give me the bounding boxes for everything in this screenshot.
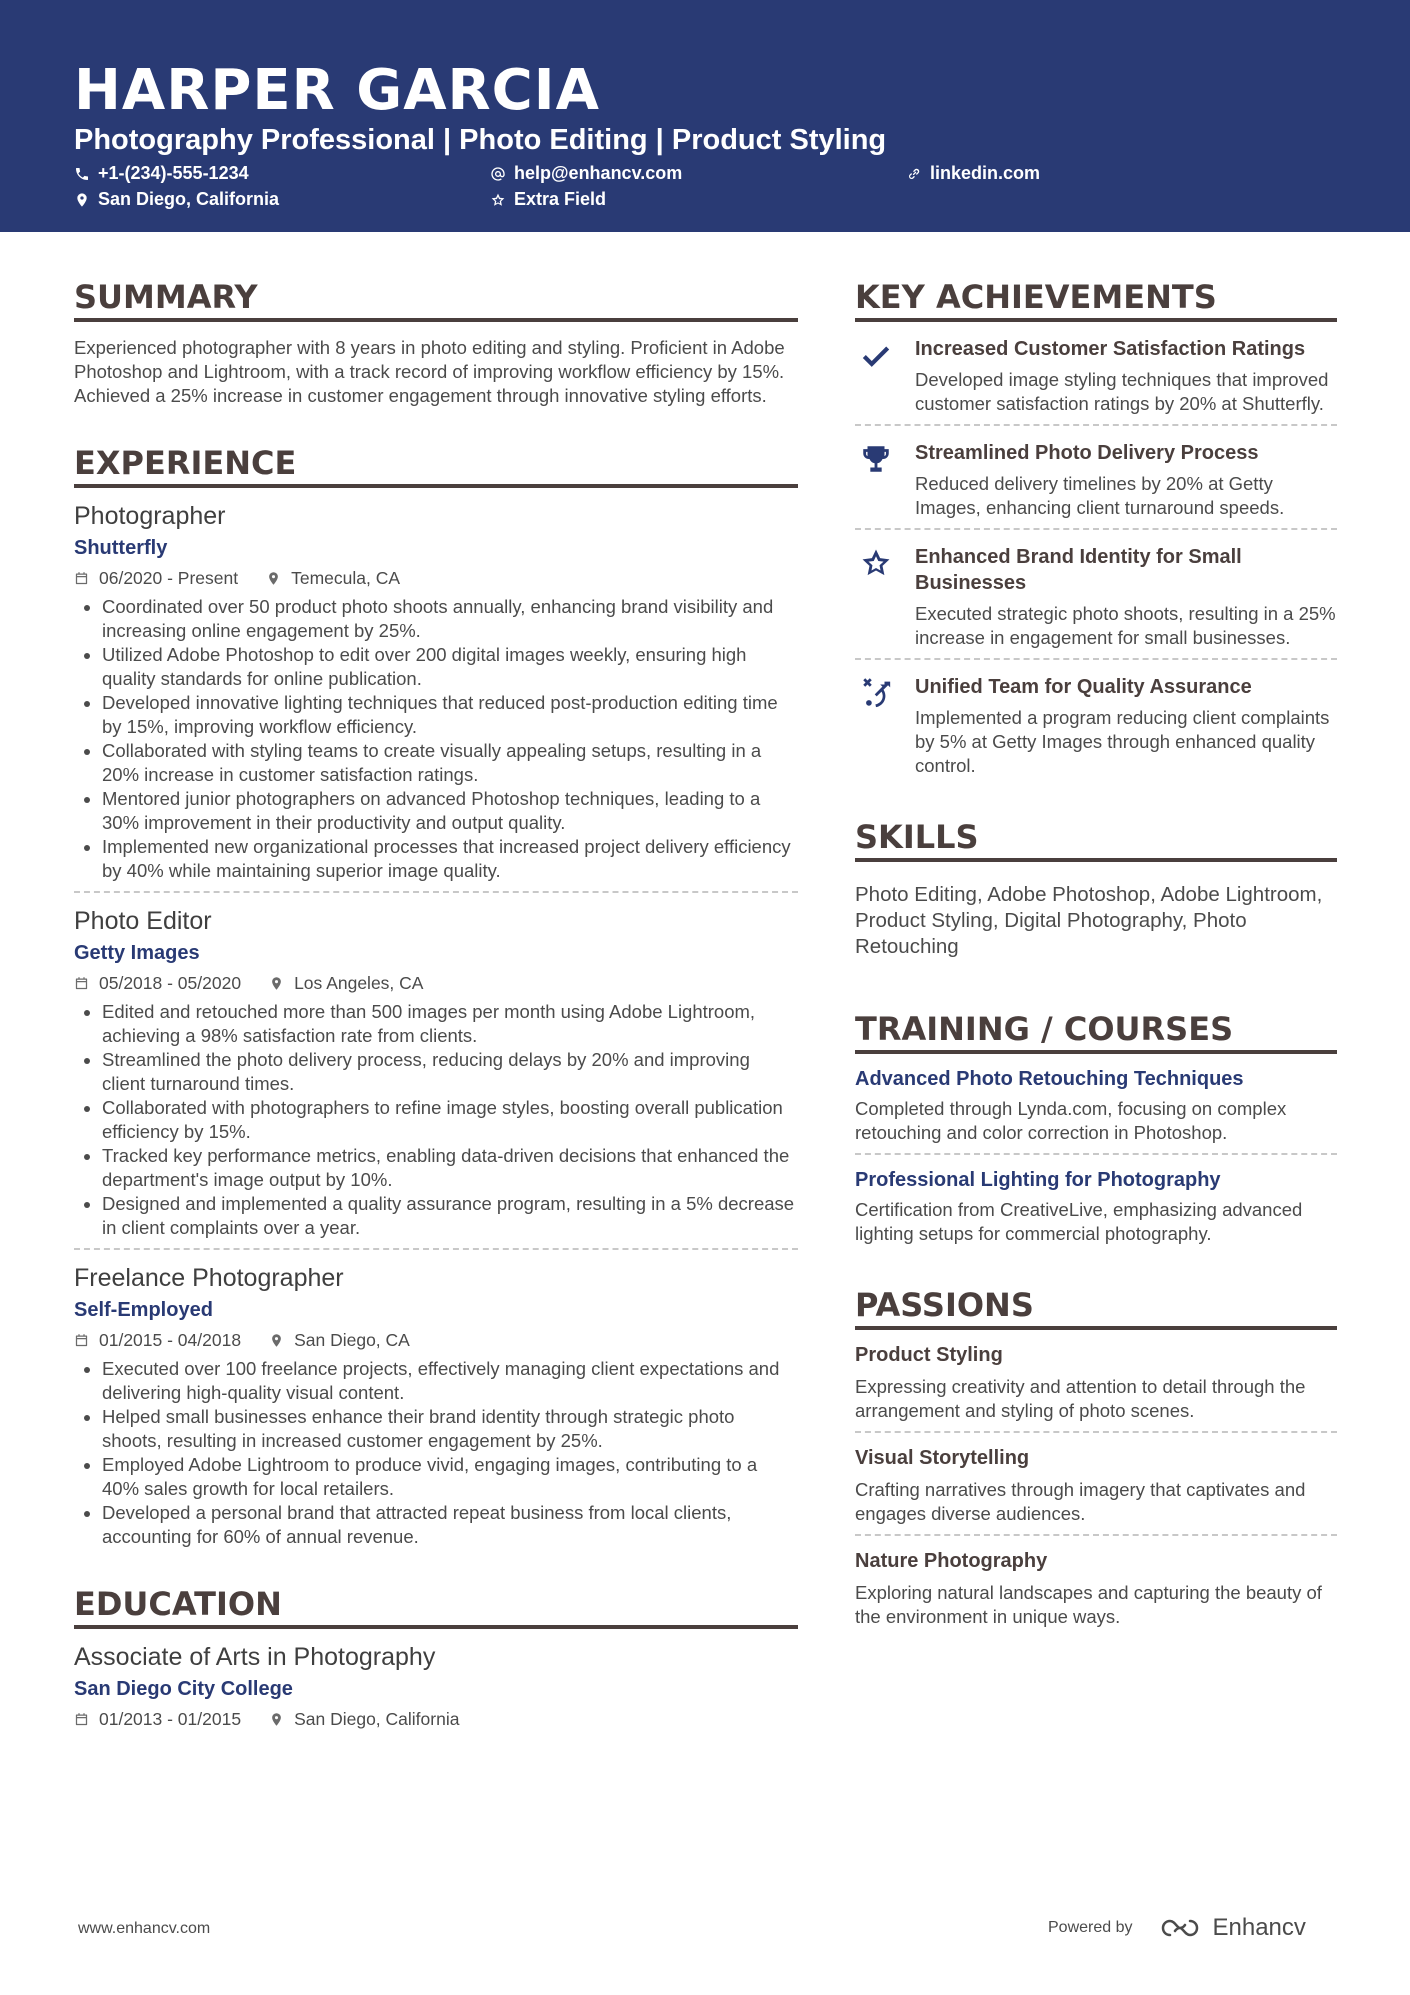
left-column bbox=[74, 278, 798, 1730]
company-name: Getty Images bbox=[74, 942, 200, 964]
at-icon bbox=[490, 166, 506, 182]
course-desc: Completed through Lynda.com, focusing on complex retouching and color correction in Photoshop. bbox=[855, 1098, 1287, 1143]
bullet-item: • Mentored junior photographers on advanced Photoshop techniques, leading to a 30% improvement in their productivity and output quality. bbox=[102, 787, 798, 835]
course-desc: Certification from CreativeLive, emphasizing advanced lighting setups for commercial photography. bbox=[855, 1199, 1303, 1244]
course-title: Professional Lighting for Photography bbox=[855, 1169, 1221, 1191]
footer-branding bbox=[1048, 1914, 1306, 1942]
location-pin-icon bbox=[74, 192, 90, 208]
achievement-title: Unified Team for Quality Assurance bbox=[915, 676, 1252, 698]
summary-section bbox=[74, 278, 798, 408]
achievements-heading: KEY ACHIEVEMENTS bbox=[855, 278, 1337, 322]
school-name: San Diego City College bbox=[74, 1678, 293, 1700]
summary-text: Experienced photographer with 8 years in photo editing and styling. Proficient in Adobe Photoshop and Lightroom, with a track record of improving workflow efficiency by 15%. Achieved a 25% increase in customer engagement through innovative styling efforts. bbox=[74, 337, 785, 406]
job-title: Photographer bbox=[74, 502, 226, 530]
experience-section bbox=[74, 444, 798, 1549]
passions-section bbox=[855, 1286, 1337, 1629]
footer-website[interactable]: www.enhancv.com bbox=[78, 1920, 211, 1937]
location-pin-icon bbox=[269, 1712, 284, 1727]
calendar-icon bbox=[74, 571, 89, 586]
achievement-desc: Executed strategic photo shoots, resulting in a 25% increase in engagement for small businesses. bbox=[915, 603, 1336, 648]
entry-divider bbox=[74, 891, 798, 893]
skills-heading: SKILLS bbox=[855, 818, 1337, 862]
entry-divider bbox=[855, 658, 1337, 660]
contact-extra bbox=[490, 189, 606, 210]
experience-heading: EXPERIENCE bbox=[74, 444, 798, 488]
skills-text: Photo Editing, Adobe Photoshop, Adobe Lightroom, Product Styling, Digital Photography, Photo Retouching bbox=[855, 883, 1323, 958]
extra-text: Extra Field bbox=[514, 189, 607, 209]
right-column bbox=[855, 278, 1337, 1629]
education-meta bbox=[74, 1709, 798, 1730]
achievement-desc: Developed image styling techniques that improved customer satisfaction ratings by 20% at Shutterfly. bbox=[915, 369, 1329, 414]
bullet-item: • Employed Adobe Lightroom to produce vivid, engaging images, contributing to a 40% sales growth for local retailers. bbox=[102, 1453, 798, 1501]
linkedin-text: linkedin.com bbox=[930, 163, 1041, 183]
bullet-item: • Designed and implemented a quality assurance program, resulting in a 5% decrease in client complaints over a year. bbox=[102, 1192, 798, 1240]
entry-divider bbox=[855, 1153, 1337, 1155]
bullet-item: • Coordinated over 50 product photo shoots annually, enhancing brand visibility and increasing online engagement by 25%. bbox=[102, 595, 798, 643]
passion-title: Nature Photography bbox=[855, 1550, 1048, 1572]
education-section bbox=[74, 1585, 798, 1730]
calendar-icon bbox=[74, 976, 89, 991]
phone-text: +1-(234)-555-1234 bbox=[98, 163, 249, 183]
location-pin-icon bbox=[269, 1333, 284, 1348]
location-text: San Diego, California bbox=[98, 189, 280, 209]
skills-section bbox=[855, 818, 1337, 960]
passion-item bbox=[855, 1344, 1337, 1423]
job-title: Freelance Photographer bbox=[74, 1264, 344, 1292]
passion-desc: Exploring natural landscapes and capturing the beauty of the environment in unique ways. bbox=[855, 1582, 1322, 1627]
entry-divider bbox=[855, 1534, 1337, 1536]
contact-location bbox=[74, 189, 279, 210]
job-location: San Diego, CA bbox=[294, 1330, 410, 1350]
company-name: Shutterfly bbox=[74, 537, 168, 559]
bullet-item: • Executed over 100 freelance projects, effectively managing client expectations and delivering high-quality visual content. bbox=[102, 1357, 798, 1405]
entry-divider bbox=[74, 1248, 798, 1250]
entry-divider bbox=[855, 528, 1337, 530]
bullet-item: • Developed a personal brand that attracted repeat business from local clients, accounting for 60% of annual revenue. bbox=[102, 1501, 798, 1549]
brand-name: Enhancv bbox=[1212, 1914, 1306, 1941]
degree-title: Associate of Arts in Photography bbox=[74, 1643, 436, 1671]
contact-email[interactable] bbox=[490, 163, 682, 184]
bullet-item: • Edited and retouched more than 500 images per month using Adobe Lightroom, achieving a 98% satisfaction rate from clients. bbox=[102, 1000, 798, 1048]
bullet-item: • Helped small businesses enhance their brand identity through strategic photo shoots, resulting in increased customer engagement by 25%. bbox=[102, 1405, 798, 1453]
email-text: help@enhancv.com bbox=[514, 163, 683, 183]
passion-title: Visual Storytelling bbox=[855, 1447, 1030, 1469]
job-location: Temecula, CA bbox=[291, 568, 401, 588]
achievement-title: Streamlined Photo Delivery Process bbox=[915, 442, 1259, 464]
resume-header bbox=[0, 0, 1410, 232]
star-icon bbox=[859, 546, 893, 580]
powered-by-label: Powered by bbox=[1048, 1919, 1133, 1936]
company-name: Self-Employed bbox=[74, 1299, 213, 1321]
bullet-item: • Collaborated with photographers to refine image styles, boosting overall publication efficiency by 15%. bbox=[102, 1096, 798, 1144]
experience-entry bbox=[74, 907, 798, 1240]
check-icon bbox=[859, 338, 893, 372]
contact-linkedin[interactable] bbox=[906, 163, 1040, 184]
achievement-desc: Implemented a program reducing client complaints by 5% at Getty Images through enhanced quality control. bbox=[915, 707, 1330, 776]
passion-item bbox=[855, 1550, 1337, 1629]
entry-divider bbox=[855, 424, 1337, 426]
candidate-name: HARPER GARCIA bbox=[74, 58, 600, 123]
calendar-icon bbox=[74, 1712, 89, 1727]
achievement-item bbox=[855, 544, 1337, 650]
training-heading: TRAINING / COURSES bbox=[855, 1010, 1337, 1054]
achievement-title: Increased Customer Satisfaction Ratings bbox=[915, 338, 1306, 360]
enhancv-logo-icon bbox=[1157, 1916, 1203, 1940]
phone-icon bbox=[74, 166, 90, 182]
job-meta bbox=[74, 1330, 798, 1351]
education-heading: EDUCATION bbox=[74, 1585, 798, 1629]
candidate-title: Photography Professional | Photo Editing | Product Styling bbox=[74, 124, 887, 156]
passion-title: Product Styling bbox=[855, 1344, 1003, 1366]
location-pin-icon bbox=[266, 571, 281, 586]
achievement-item bbox=[855, 674, 1337, 778]
experience-entry bbox=[74, 502, 798, 883]
achievement-desc: Reduced delivery timelines by 20% at Getty Images, enhancing client turnaround speeds. bbox=[915, 473, 1285, 518]
job-meta bbox=[74, 568, 798, 589]
job-location: Los Angeles, CA bbox=[294, 973, 424, 993]
job-bullets bbox=[74, 1357, 798, 1549]
course-item bbox=[855, 1169, 1337, 1246]
job-dates: 06/2020 - Present bbox=[99, 568, 239, 588]
bullet-item: • Utilized Adobe Photoshop to edit over 200 digital images weekly, ensuring high quality standards for online publication. bbox=[102, 643, 798, 691]
job-title: Photo Editor bbox=[74, 907, 212, 935]
experience-entry bbox=[74, 1264, 798, 1549]
job-dates: 05/2018 - 05/2020 bbox=[99, 973, 242, 993]
achievement-item bbox=[855, 336, 1337, 416]
star-outline-icon bbox=[490, 192, 506, 208]
bullet-item: • Developed innovative lighting techniques that reduced post-production editing time by 15%, improving workflow efficiency. bbox=[102, 691, 798, 739]
job-dates: 01/2015 - 04/2018 bbox=[99, 1330, 242, 1350]
passions-heading: PASSIONS bbox=[855, 1286, 1337, 1330]
bullet-item: • Collaborated with styling teams to create visually appealing setups, resulting in a 20% increase in customer satisfaction ratings. bbox=[102, 739, 798, 787]
passion-item bbox=[855, 1447, 1337, 1526]
bullet-item: • Implemented new organizational processes that increased project delivery efficiency by 40% while maintaining superior image quality. bbox=[102, 835, 798, 883]
passion-desc: Crafting narratives through imagery that captivates and engages diverse audiences. bbox=[855, 1479, 1306, 1524]
job-bullets bbox=[74, 1000, 798, 1240]
location-pin-icon bbox=[269, 976, 284, 991]
achievements-section bbox=[855, 278, 1337, 778]
contact-phone[interactable] bbox=[74, 163, 249, 184]
job-bullets bbox=[74, 595, 798, 883]
brand-logo[interactable] bbox=[1157, 1914, 1306, 1942]
summary-heading: SUMMARY bbox=[74, 278, 798, 322]
trophy-icon bbox=[859, 442, 893, 476]
education-dates: 01/2013 - 01/2015 bbox=[99, 1709, 242, 1729]
course-item bbox=[855, 1068, 1337, 1145]
training-section bbox=[855, 1010, 1337, 1246]
bullet-item: • Tracked key performance metrics, enabling data-driven decisions that enhanced the department's image output by 10%. bbox=[102, 1144, 798, 1192]
achievement-item bbox=[855, 440, 1337, 520]
course-title: Advanced Photo Retouching Techniques bbox=[855, 1068, 1244, 1090]
calendar-icon bbox=[74, 1333, 89, 1348]
entry-divider bbox=[855, 1431, 1337, 1433]
education-location: San Diego, California bbox=[294, 1709, 460, 1729]
passion-desc: Expressing creativity and attention to detail through the arrangement and styling of photo scenes. bbox=[855, 1376, 1306, 1421]
job-meta bbox=[74, 973, 798, 994]
bullet-item: • Streamlined the photo delivery process, reducing delays by 20% and improving client turnaround times. bbox=[102, 1048, 798, 1096]
strategy-icon bbox=[859, 676, 893, 710]
achievement-title: Enhanced Brand Identity for Small Businesses bbox=[915, 546, 1242, 594]
link-icon bbox=[906, 166, 922, 182]
